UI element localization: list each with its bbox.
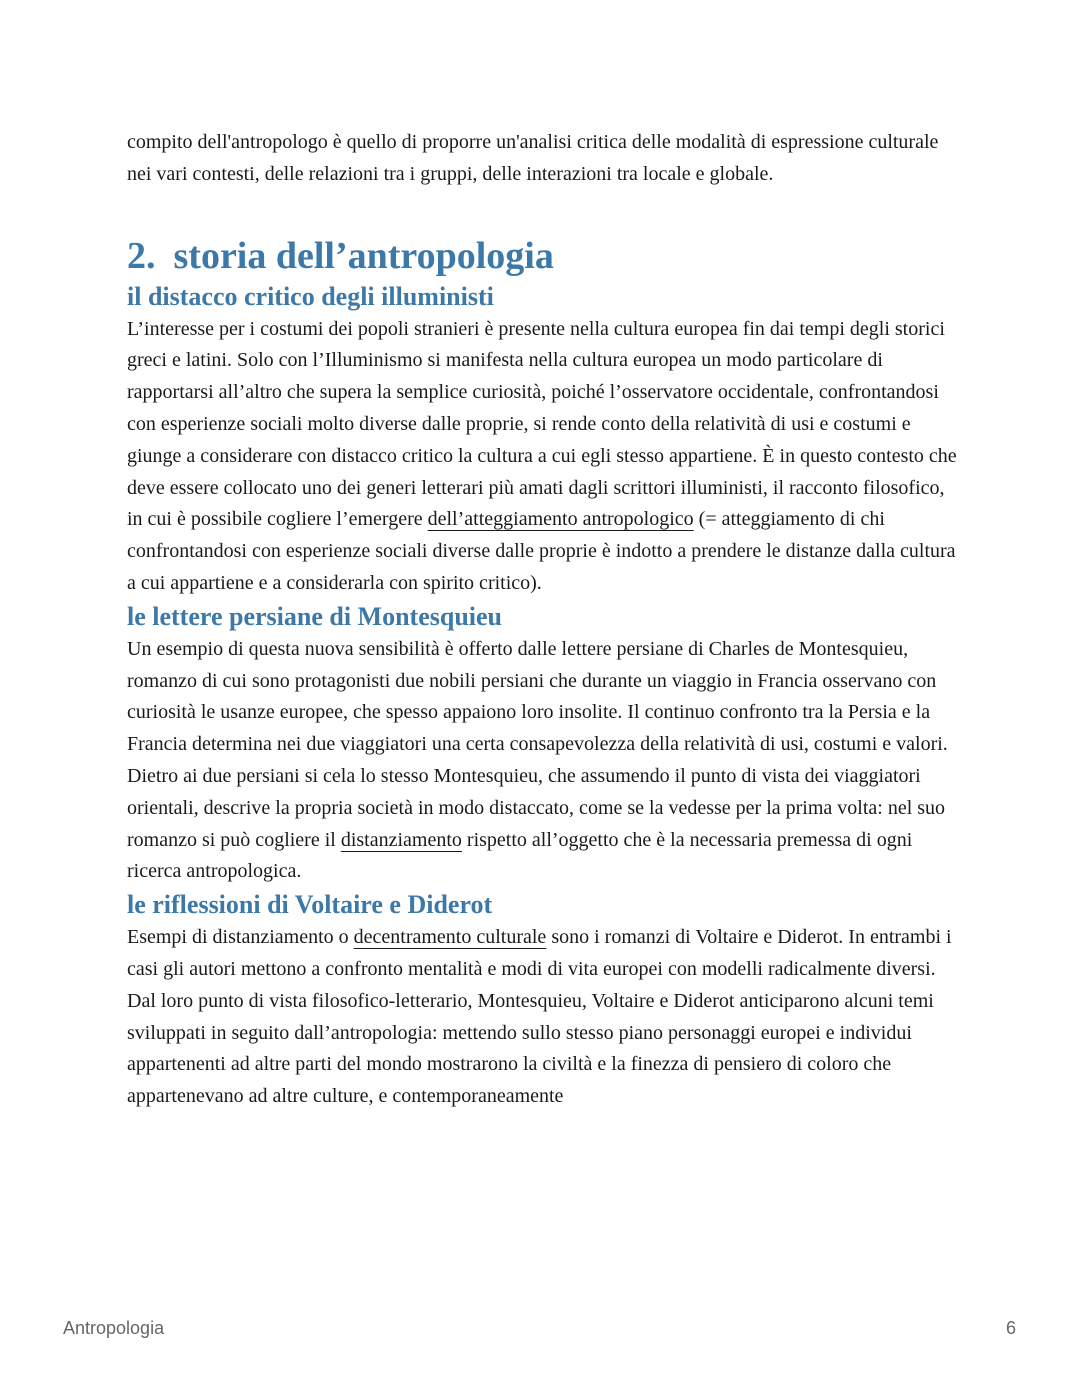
section-title: storia dell’antropologia — [173, 234, 554, 277]
subsection-heading-illuministi: il distacco critico degli illuministi — [127, 281, 494, 311]
paragraph-text: L’interesse per i costumi dei popoli stranieri è presente nella cultura europea fin dai tempi degli storici greci e latini. Solo con l’Illuminismo si manifesta nella cultura europea un modo particolare di rapportarsi all’altro che supera la semplice curiosità, poiché l’osservatore occidentale, confrontandosi con esperienze sociali molto diverse dalle proprie, si rende conto della relatività di usi e costumi e giunge a considerare con distacco critico la cultura a cui egli stesso appartiene. È in questo contesto che deve essere collocato uno dei generi letterari più amati dagli scrittori illuministi, il racconto filosofico, in cui è possibile cogliere l’emergere — [127, 317, 957, 531]
paragraph-voltaire-diderot — [127, 922, 957, 1113]
section-heading — [127, 232, 957, 280]
subsection-heading-montesquieu: le lettere persiane di Montesquieu — [127, 601, 503, 631]
footer-page-number: 6 — [1005, 1318, 1016, 1338]
intro-paragraph: compito dell'antropologo è quello di proporre un'analisi critica delle modalità di espressione culturale nei vari contesti, delle relazioni tra i gruppi, delle interazioni tra locale e globale. — [127, 131, 939, 185]
paragraph-text: Un esempio di questa nuova sensibilità è offerto dalle lettere persiane di Charles de Montesquieu, romanzo di cui sono protagonisti due nobili persiani che durante un viaggio in Francia osservano con curiosità le usanze europee, che spesso appaiono loro insolite. Il continuo confronto tra la Persia e la Francia determina nei due viaggiatori una certa consapevolezza della relatività di usi, costumi e valori. Dietro ai due persiani si cela lo stesso Montesquieu, che assumendo il punto di vista dei viaggiatori orientali, descrive la propria società in modo distaccato, come se la vedesse per la prima volta: nel suo romanzo si può cogliere il — [127, 637, 948, 851]
underlined-term: decentramento culturale — [353, 926, 547, 949]
section-number: 2. — [127, 234, 156, 277]
paragraph-text: rispetto all’oggetto che è la necessaria premessa di ogni ricerca antropologica. — [127, 828, 913, 883]
footer-document-title: Antropologia — [63, 1318, 165, 1338]
paragraph-text: sono i romanzi di Voltaire e Diderot. In entrambi i casi gli autori mettono a confronto mentalità e modi di vita europei con modelli radicalmente diversi. Dal loro punto di vista filosofico-letterario, Montesquieu, Voltaire e Diderot anticiparono alcuni temi sviluppati in seguito dall’antropologia: mettendo sullo stesso piano personaggi europei e individui appartenenti ad altre parti del mondo mostrarono la civiltà e la finezza di pensiero di coloro che appartenevano ad altre culture, e contemporaneamente — [127, 926, 952, 1108]
subsection-heading-voltaire-diderot: le riflessioni di Voltaire e Diderot — [127, 890, 493, 920]
paragraph-illuministi — [127, 314, 957, 600]
paragraph-montesquieu — [127, 634, 957, 888]
underlined-term: dell’atteggiamento antropologico — [427, 508, 694, 531]
page-content — [127, 127, 957, 1113]
paragraph-text: Esempi di distanziamento o — [127, 926, 354, 949]
underlined-term: distanziamento — [340, 828, 462, 851]
paragraph-text: (= atteggiamento di chi confrontandosi con esperienze sociali diverse dalle proprie è indotto a prendere le distanze dalla cultura a cui appartiene e a considerarla con spirito critico). — [127, 508, 956, 594]
